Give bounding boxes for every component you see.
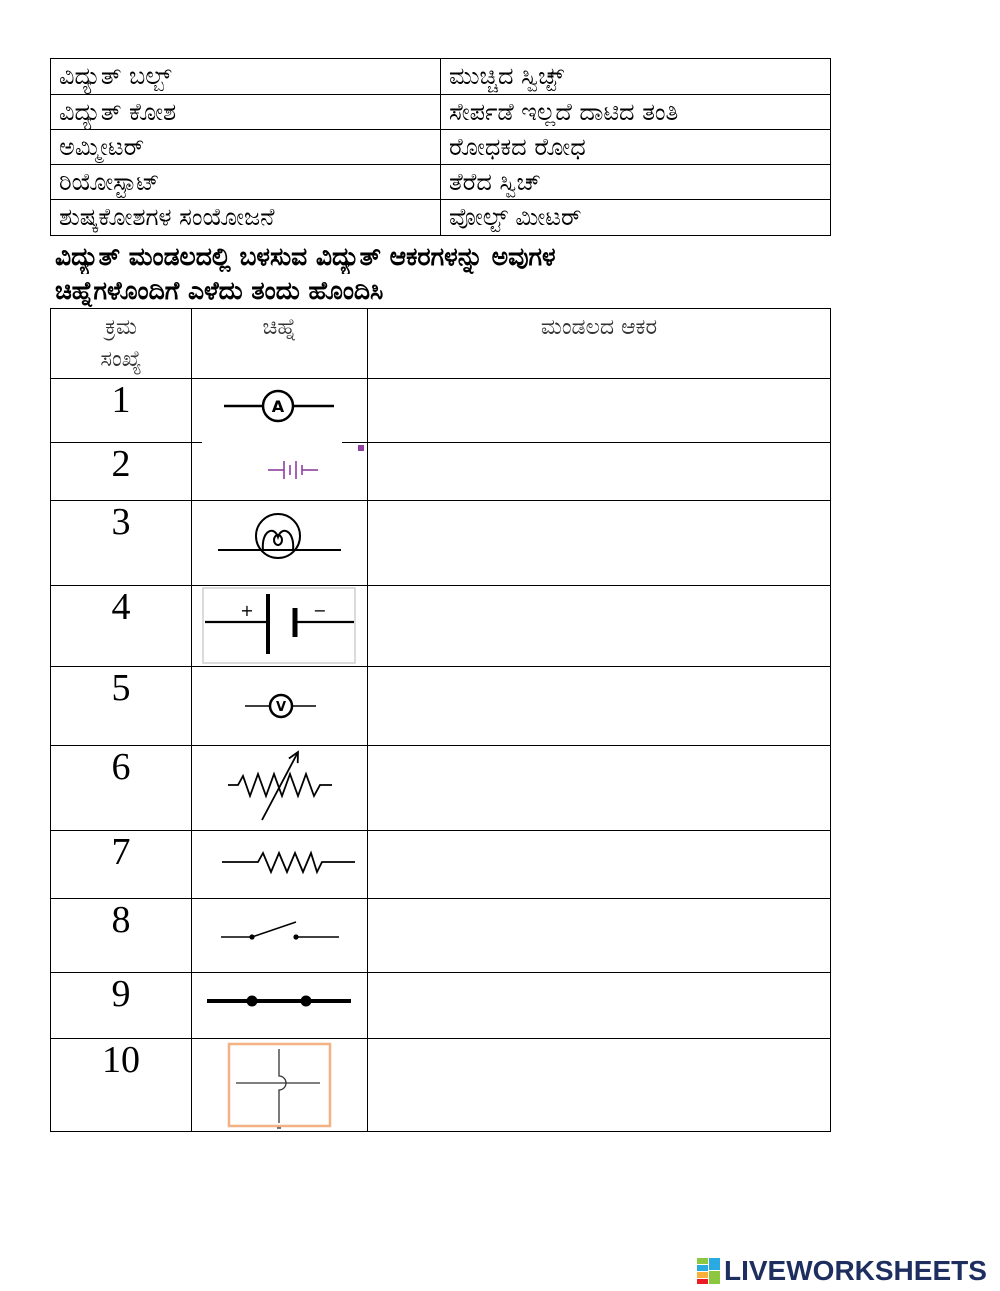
instruction-line-1: ವಿದ್ಯುತ್ ಮಂಡಲದಲ್ಲಿ ಬಳಸುವ ವಿದ್ಯುತ್ ಆಕರಗಳನ್ನು ಅವುಗಳ — [55, 242, 556, 271]
voltmeter-letter: V — [275, 700, 287, 715]
component-drop-zone-6[interactable] — [368, 746, 830, 830]
resistor-symbol-icon — [192, 831, 367, 898]
term-item[interactable]: ವಿದ್ಯುತ್ ಕೋಶ — [51, 95, 440, 129]
symbol-cell-4 — [192, 586, 367, 666]
symbols-table — [50, 308, 831, 1132]
logo-text: LIVEWORKSHEETS — [724, 1255, 987, 1286]
instruction-line-2: ಚಿಹ್ನೆಗಳೊಂದಿಗೆ ಎಳೆದು ತಂದು ಹೊಂದಿಸಿ — [55, 276, 384, 305]
term-item[interactable]: ಸೇರ್ಪಡೆ ಇಲ್ಲದೆ ದಾಟಿದ ತಂತಿ — [441, 95, 830, 129]
component-drop-zone-5[interactable] — [368, 667, 830, 745]
component-drop-zone-3[interactable] — [368, 501, 830, 585]
ammeter-letter: A — [271, 397, 285, 416]
battery-cells-symbol-icon — [192, 443, 367, 500]
voltmeter-symbol-icon — [192, 667, 367, 745]
term-item[interactable]: ಶುಷ್ಕಕೋಶಗಳ ಸಂಯೋಜನೆ — [51, 200, 440, 235]
positive-terminal-label: + — [240, 601, 254, 620]
term-item[interactable]: ವಿದ್ಯುತ್ ಬಲ್ಬ್ — [51, 59, 440, 94]
bulb-symbol-icon — [192, 501, 367, 585]
component-drop-zone-1[interactable] — [368, 379, 830, 442]
header-component: ಮಂಡಲದ ಆಕರ — [368, 309, 830, 378]
component-drop-zone-7[interactable] — [368, 831, 830, 898]
symbol-cell-1 — [192, 379, 367, 442]
symbol-cell-3 — [192, 501, 367, 585]
term-item[interactable]: ತೆರೆದ ಸ್ವಿಚ್ — [441, 165, 830, 199]
term-item[interactable]: ಅಮ್ಮೀಟರ್ — [51, 130, 440, 164]
row-number-7: 7 — [51, 831, 191, 898]
rheostat-symbol-icon — [192, 746, 367, 830]
symbol-cell-5 — [192, 667, 367, 745]
header-serial-line-1: ಕ್ರಮ — [105, 315, 137, 340]
row-number-8: 8 — [51, 899, 191, 972]
header-serial-line-2: ಸಂಖ್ಯೆ — [100, 347, 142, 372]
wires-crossing-no-junction-symbol-icon — [192, 1039, 367, 1131]
symbol-cell-8 — [192, 899, 367, 972]
row-number-2: 2 — [51, 443, 191, 500]
negative-terminal-label: − — [313, 601, 327, 620]
instruction-heading — [55, 240, 845, 308]
row-number-10: 10 — [51, 1039, 191, 1131]
header-serial-number — [51, 309, 191, 378]
row-number-1: 1 — [51, 379, 191, 442]
symbol-cell-7 — [192, 831, 367, 898]
term-item[interactable]: ರೋಧಕದ ರೋಧ — [441, 130, 830, 164]
open-switch-symbol-icon — [192, 899, 367, 972]
row-number-3: 3 — [51, 501, 191, 585]
ammeter-symbol-icon — [192, 379, 367, 442]
liveworksheets-logo-icon — [697, 1258, 721, 1284]
row-number-5: 5 — [51, 667, 191, 745]
symbol-cell-2 — [192, 443, 367, 500]
component-drop-zone-10[interactable] — [368, 1039, 830, 1131]
component-drop-zone-4[interactable] — [368, 586, 830, 666]
header-symbol: ಚಿಹ್ನೆ — [192, 309, 367, 378]
component-drop-zone-9[interactable] — [368, 973, 830, 1038]
liveworksheets-logo — [697, 1256, 997, 1286]
symbol-cell-10 — [192, 1039, 367, 1131]
terms-table — [50, 58, 831, 236]
term-item[interactable]: ವೋಲ್ಟ್ ಮೀಟರ್ — [441, 200, 830, 235]
term-item[interactable]: ಮುಚ್ಚಿದ ಸ್ವಿಚ್ಟ್ — [441, 59, 830, 94]
row-number-9: 9 — [51, 973, 191, 1038]
row-number-6: 6 — [51, 746, 191, 830]
symbol-cell-6 — [192, 746, 367, 830]
row-number-4: 4 — [51, 586, 191, 666]
component-drop-zone-2[interactable] — [368, 443, 830, 500]
component-drop-zone-8[interactable] — [368, 899, 830, 972]
cell-symbol-icon — [192, 586, 367, 666]
closed-switch-symbol-icon — [192, 973, 367, 1038]
term-item[interactable]: ರಿಯೋಸ್ಟಾಟ್ — [51, 165, 440, 199]
symbol-cell-9 — [192, 973, 367, 1038]
